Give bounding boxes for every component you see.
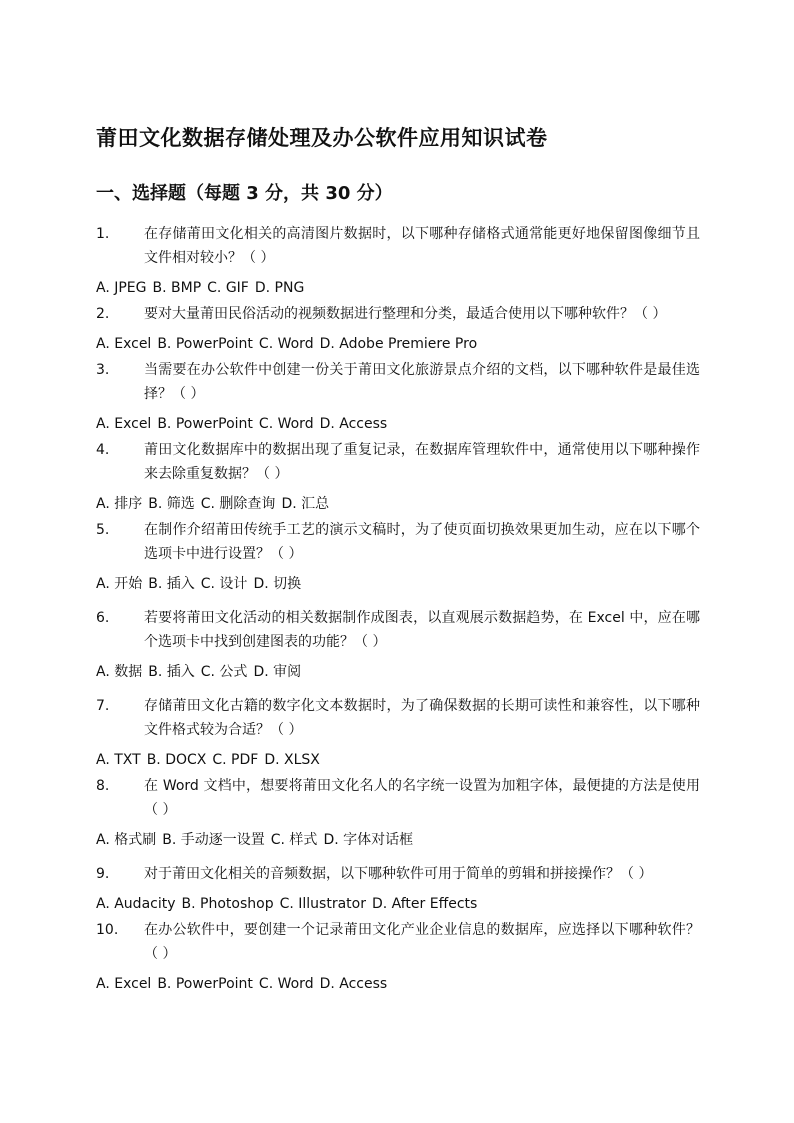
option-d: D. 汇总 <box>281 496 330 512</box>
option-c: C. GIF <box>207 280 249 296</box>
question-text: 在制作介绍莆田传统手工艺的演示文稿时，为了使页面切换效果更加生动，应在以下哪个选项卡中进行设置？（ ） <box>144 522 700 562</box>
option-b: B. PowerPoint <box>157 976 253 992</box>
option-d: D. Access <box>319 416 388 432</box>
question-2 <box>96 302 700 354</box>
question-number: 8. <box>96 778 110 794</box>
question-stem <box>96 222 700 270</box>
option-c: C. 公式 <box>200 664 248 680</box>
answer-options <box>96 414 700 434</box>
question-8 <box>96 774 700 850</box>
option-d: D. 审阅 <box>253 664 302 680</box>
option-a: A. 格式刷 <box>96 832 157 848</box>
question-text: 存储莆田文化古籍的数字化文本数据时，为了确保数据的长期可读性和兼容性，以下哪种文件格式较为合适？（ ） <box>144 698 700 738</box>
question-number: 3. <box>96 362 110 378</box>
question-stem <box>96 358 700 406</box>
option-b: B. 手动逐一设置 <box>162 832 265 848</box>
option-d: D. 字体对话框 <box>323 832 414 848</box>
question-text: 当需要在办公软件中创建一份关于莆田文化旅游景点介绍的文档，以下哪种软件是最佳选择？（ ） <box>144 362 700 402</box>
question-stem <box>96 606 700 654</box>
question-text: 要对大量莆田民俗活动的视频数据进行整理和分类，最适合使用以下哪种软件？（ ） <box>144 306 667 322</box>
option-a: A. TXT <box>96 752 141 768</box>
question-stem <box>96 302 700 326</box>
option-a: A. Excel <box>96 336 152 352</box>
question-text: 若要将莆田文化活动的相关数据制作成图表，以直观展示数据趋势，在 Excel 中，应在哪个选项卡中找到创建图表的功能？（ ） <box>144 610 700 650</box>
option-b: B. 插入 <box>148 576 195 592</box>
option-d: D. PNG <box>254 280 305 296</box>
question-6 <box>96 606 700 682</box>
question-text: 在办公软件中，要创建一个记录莆田文化产业企业信息的数据库，应选择以下哪种软件？（ ） <box>144 922 700 962</box>
question-number: 6. <box>96 610 110 626</box>
option-a: A. 开始 <box>96 576 143 592</box>
option-b: B. PowerPoint <box>157 416 253 432</box>
question-text: 在存储莆田文化相关的高清图片数据时，以下哪种存储格式通常能更好地保留图像细节且文件相对较小？（ ） <box>144 226 700 266</box>
option-b: B. BMP <box>152 280 202 296</box>
option-c: C. Illustrator <box>279 896 366 912</box>
question-stem <box>96 694 700 742</box>
option-c: C. PDF <box>212 752 259 768</box>
option-a: A. Audacity <box>96 896 176 912</box>
question-number: 4. <box>96 442 110 458</box>
question-number: 9. <box>96 866 110 882</box>
question-text: 在 Word 文档中，想要将莆田文化名人的名字统一设置为加粗字体，最便捷的方法是使用（ ） <box>144 778 700 818</box>
question-number: 1. <box>96 226 110 242</box>
question-stem <box>96 862 700 886</box>
page-title: 莆田文化数据存储处理及办公软件应用知识试卷 <box>96 126 548 150</box>
question-stem <box>96 774 700 822</box>
question-text: 对于莆田文化相关的音频数据，以下哪种软件可用于简单的剪辑和拼接操作？（ ） <box>144 866 653 882</box>
option-d: D. 切换 <box>253 576 302 592</box>
answer-options <box>96 750 700 770</box>
answer-options <box>96 974 700 994</box>
option-b: B. 插入 <box>148 664 195 680</box>
option-c: C. 设计 <box>200 576 248 592</box>
question-stem <box>96 918 700 966</box>
question-7 <box>96 694 700 770</box>
option-a: A. 数据 <box>96 664 143 680</box>
section-heading: 一、选择题（每题 3 分，共 30 分） <box>96 183 393 204</box>
option-a: A. Excel <box>96 416 152 432</box>
question-stem <box>96 438 700 486</box>
option-d: D. After Effects <box>371 896 478 912</box>
option-a: A. JPEG <box>96 280 147 296</box>
answer-options <box>96 278 700 298</box>
question-10 <box>96 918 700 994</box>
option-a: A. 排序 <box>96 496 143 512</box>
question-number: 10. <box>96 922 119 938</box>
question-number: 2. <box>96 306 110 322</box>
question-9 <box>96 862 700 914</box>
option-d: D. XLSX <box>264 752 320 768</box>
answer-options <box>96 494 700 514</box>
question-number: 5. <box>96 522 110 538</box>
question-stem <box>96 518 700 566</box>
question-4 <box>96 438 700 514</box>
question-text: 莆田文化数据库中的数据出现了重复记录，在数据库管理软件中，通常使用以下哪种操作来去除重复数据？（ ） <box>144 442 700 482</box>
answer-options <box>96 574 700 594</box>
question-list <box>96 222 700 994</box>
option-c: C. 删除查询 <box>200 496 276 512</box>
option-c: C. Word <box>258 976 314 992</box>
option-c: C. Word <box>258 416 314 432</box>
answer-options <box>96 662 700 682</box>
option-b: B. 筛选 <box>148 496 195 512</box>
question-5 <box>96 518 700 594</box>
option-a: A. Excel <box>96 976 152 992</box>
question-number: 7. <box>96 698 110 714</box>
option-b: B. PowerPoint <box>157 336 253 352</box>
question-3 <box>96 358 700 434</box>
option-d: D. Access <box>319 976 388 992</box>
option-c: C. 样式 <box>270 832 318 848</box>
option-d: D. Adobe Premiere Pro <box>319 336 478 352</box>
answer-options <box>96 334 700 354</box>
answer-options <box>96 894 700 914</box>
option-c: C. Word <box>258 336 314 352</box>
option-b: B. DOCX <box>146 752 207 768</box>
option-b: B. Photoshop <box>181 896 274 912</box>
answer-options <box>96 830 700 850</box>
question-1 <box>96 222 700 298</box>
